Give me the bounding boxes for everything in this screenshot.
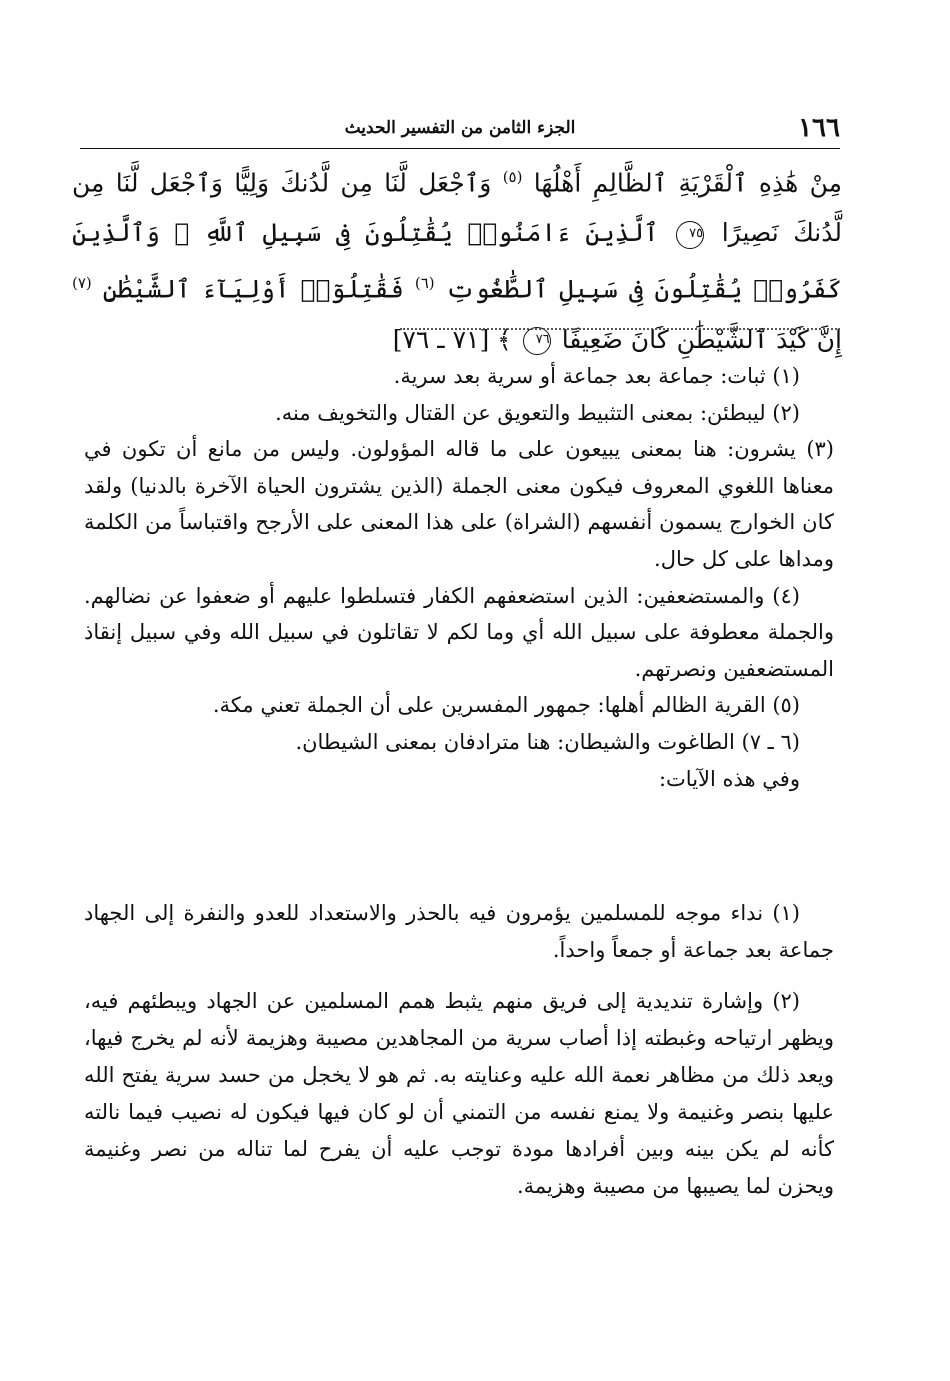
ayah-number-marker: ٧٦: [523, 327, 551, 355]
footnote-marker: (٦): [414, 274, 435, 293]
dotted-separator: [400, 328, 840, 332]
ayah-number-marker: ٧٥: [676, 221, 704, 249]
page-number: ١٦٦: [798, 113, 840, 143]
footnote: (٢) ليبطئن: بمعنى التثبيط والتعويق عن القتال والتخويف منه.: [275, 400, 800, 425]
verse-text: مِنْ هَٰذِهِ ٱلْقَرْيَةِ ٱلظَّالِمِ أَهْلُهَا: [533, 168, 843, 198]
quran-verses: [72, 152, 842, 365]
verse-text: إِنَّ كَيْدَ ٱلشَّيْطَٰنِ كَانَ ضَعِيفًا: [561, 324, 842, 354]
footnote-marker: (٧): [72, 274, 92, 293]
page-header: [80, 112, 840, 149]
commentary-body: [84, 895, 834, 1205]
footnote: (٥) القرية الظالم أهلها: جمهور المفسرين على أن الجملة تعني مكة.: [212, 693, 800, 718]
verse-text: وَٱجْعَل لَّنَا مِن لَّدُنكَ وَلِيًّا وَٱجْعَل لَّنَا مِن لَّدُنكَ نَصِيرًا: [72, 168, 843, 248]
running-title: الجزء الثامن من التفسير الحديث: [344, 118, 576, 138]
footnote-marker: (٥): [502, 168, 523, 186]
verse-reference: ﴾ [٧١ ـ ٧٦]: [392, 324, 512, 354]
footnote: (٣) يشرون: هنا بمعنى يبيعون على ما قاله المؤولون. وليس من مانع أن تكون في معناها اللغوي المعروف فيكون معنى الجملة (الذين يشترون الحياة الآخرة بالدنيا) ولقد كان الخوارج يسمون أنفسهم (الشراة) على هذا المعنى على الأرجح واقتباساً من الكلمة ومداها على كل حال.: [84, 437, 834, 571]
commentary-paragraph: (١) نداء موجه للمسلمين يؤمرون فيه بالحذر والاستعداد للعدو والنفرة إلى الجهاد جماعة بعد جماعة أو جمعاً واحداً.: [84, 901, 834, 962]
verse-text: فَقَٰتِلُوٓا۟ أَوْلِيَآءَ ٱلشَّيْطَٰنِ: [102, 274, 404, 304]
commentary-paragraph: (٢) وإشارة تنديدية إلى فريق منهم يثبط همم المسلمين عن الجهاد ويبطئهم فيه، ويظهر ارتياحه وغبطته إذا أصاب سرية من المجاهدين مصيبة وهزيمة لأنه لم يخرج فيها، ويعد ذلك من مظاهر نعمة الله عليه وعنايته به. ثم هو لا يخجل من حسد سرية يفتح الله عليها بنصر وغنيمة ولا يمنع نفسه من التمني أن لو كان فيها فيكون له نصيب فيما نالته كأنه لم يكن بينه وبين أفرادها مودة توجب عليه أن يفرح لما تناله من نصر وغنيمة ويحزن لما يصيبها من مصيبة وهزيمة.: [84, 989, 834, 1198]
footnotes-section: [84, 358, 834, 797]
intro-line: وفي هذه الآيات:: [658, 766, 800, 791]
footnote: (٤) والمستضعفين: الذين استضعفهم الكفار فتسلطوا عليهم أو ضعفوا عن نضالهم. والجملة معطوفة على سبيل الله أي وما لكم لا تقاتلون في سبيل الله وفي سبيل إنقاذ المستضعفين ونصرتهم.: [84, 583, 834, 681]
verse-text: ٱلَّذِينَ ءَامَنُوا۟ يُقَٰتِلُونَ فِى سَبِيلِ ٱللَّهِ ۖ وَٱلَّذِينَ كَفَرُوا۟ يُقَٰتِلُونَ فِى سَبِيلِ ٱلطَّٰغُوتِ: [72, 218, 842, 304]
footnote: (١) ثبات: جماعة بعد جماعة أو سرية بعد سرية.: [393, 364, 800, 388]
footnote: (٦ ـ ٧) الطاغوت والشيطان: هنا مترادفان بمعنى الشيطان.: [295, 729, 800, 754]
